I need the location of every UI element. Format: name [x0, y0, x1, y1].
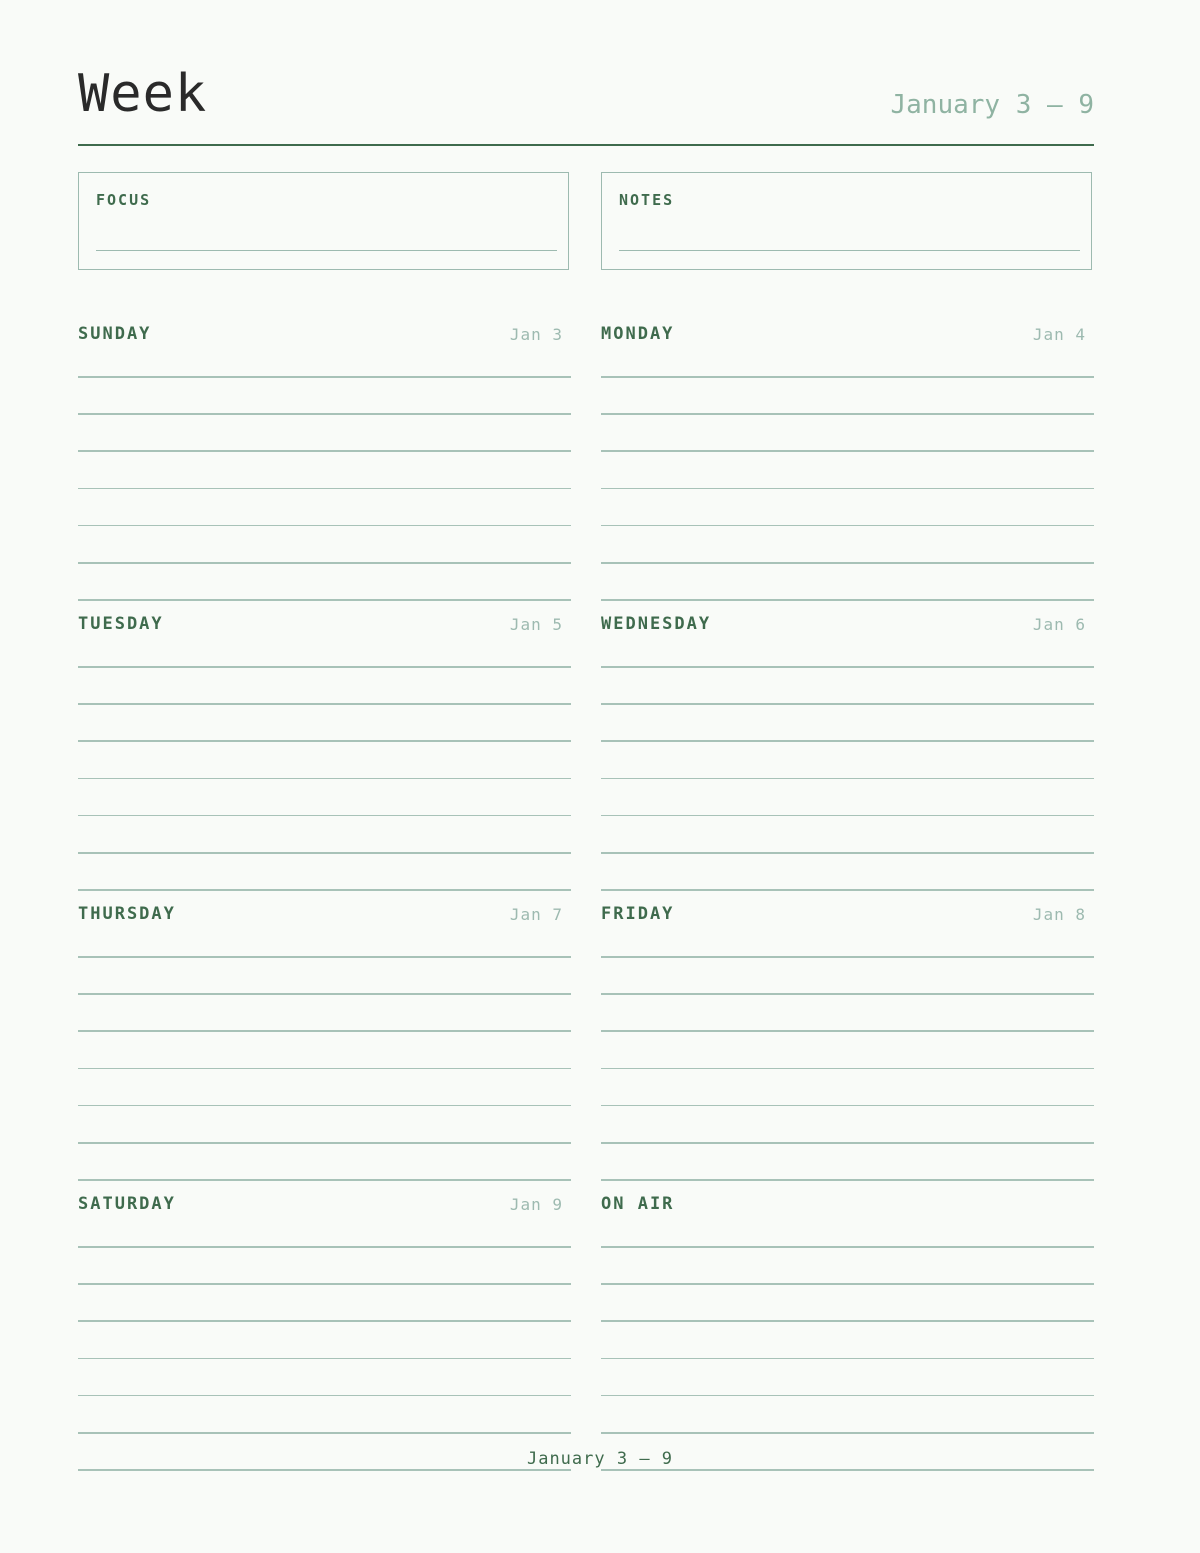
- writing-line[interactable]: [78, 1469, 571, 1471]
- writing-line[interactable]: [601, 525, 1094, 527]
- day-name: WEDNESDAY: [601, 614, 712, 634]
- writing-line[interactable]: [78, 778, 571, 780]
- notes-writing-line: [619, 250, 1080, 251]
- notes-label: NOTES: [619, 191, 675, 209]
- writing-line[interactable]: [78, 1105, 571, 1107]
- writing-line[interactable]: [78, 488, 571, 490]
- day-section-friday: [601, 888, 1094, 1178]
- day-date: Jan 8: [1032, 905, 1086, 924]
- writing-line[interactable]: [601, 740, 1094, 742]
- writing-line[interactable]: [78, 1030, 571, 1032]
- writing-line[interactable]: [601, 450, 1094, 452]
- writing-line[interactable]: [78, 1142, 571, 1144]
- writing-line[interactable]: [601, 1358, 1094, 1360]
- day-name: SATURDAY: [78, 1194, 176, 1214]
- writing-line[interactable]: [601, 778, 1094, 780]
- day-section-sunday: [78, 308, 571, 598]
- writing-line[interactable]: [601, 1469, 1094, 1471]
- writing-line[interactable]: [601, 376, 1094, 378]
- writing-line[interactable]: [601, 1246, 1094, 1248]
- writing-line[interactable]: [78, 703, 571, 705]
- writing-line[interactable]: [601, 1432, 1094, 1434]
- writing-line[interactable]: [601, 1283, 1094, 1285]
- header-divider: [78, 144, 1094, 146]
- date-range: January 3 – 9: [890, 90, 1094, 120]
- day-date: Jan 5: [509, 615, 563, 634]
- writing-line[interactable]: [601, 666, 1094, 668]
- writing-line[interactable]: [601, 1030, 1094, 1032]
- day-date: Jan 3: [509, 325, 563, 344]
- focus-label: FOCUS: [96, 191, 152, 209]
- day-name: TUESDAY: [78, 614, 164, 634]
- day-date: Jan 7: [509, 905, 563, 924]
- writing-line[interactable]: [78, 666, 571, 668]
- notes-box[interactable]: [601, 172, 1092, 270]
- page-title: Week: [78, 64, 208, 124]
- writing-line[interactable]: [78, 562, 571, 564]
- writing-line[interactable]: [78, 815, 571, 817]
- writing-line[interactable]: [601, 1320, 1094, 1322]
- writing-line[interactable]: [601, 703, 1094, 705]
- writing-line[interactable]: [601, 1068, 1094, 1070]
- day-section-thursday: [78, 888, 571, 1178]
- day-name: ON AIR: [601, 1194, 675, 1214]
- writing-line[interactable]: [78, 525, 571, 527]
- writing-line[interactable]: [601, 413, 1094, 415]
- day-name: SUNDAY: [78, 324, 152, 344]
- writing-line[interactable]: [78, 1246, 571, 1248]
- writing-line[interactable]: [601, 488, 1094, 490]
- writing-line[interactable]: [601, 815, 1094, 817]
- day-name: FRIDAY: [601, 904, 675, 924]
- day-section-on-air: [601, 1178, 1094, 1468]
- writing-line[interactable]: [601, 1142, 1094, 1144]
- writing-line[interactable]: [601, 852, 1094, 854]
- day-date: Jan 9: [509, 1195, 563, 1214]
- writing-line[interactable]: [78, 956, 571, 958]
- writing-line[interactable]: [78, 1358, 571, 1360]
- day-date: Jan 4: [1032, 325, 1086, 344]
- focus-writing-line: [96, 250, 557, 251]
- day-section-saturday: [78, 1178, 571, 1468]
- day-name: THURSDAY: [78, 904, 176, 924]
- writing-line[interactable]: [601, 956, 1094, 958]
- day-section-tuesday: [78, 598, 571, 888]
- writing-line[interactable]: [78, 413, 571, 415]
- writing-line[interactable]: [78, 450, 571, 452]
- day-name: MONDAY: [601, 324, 675, 344]
- writing-line[interactable]: [601, 1105, 1094, 1107]
- writing-line[interactable]: [78, 1395, 571, 1397]
- writing-line[interactable]: [78, 1432, 571, 1434]
- writing-line[interactable]: [78, 852, 571, 854]
- footer-date-range: January 3 – 9: [526, 1449, 674, 1469]
- focus-box[interactable]: [78, 172, 569, 270]
- writing-line[interactable]: [78, 740, 571, 742]
- writing-line[interactable]: [601, 1395, 1094, 1397]
- writing-line[interactable]: [78, 376, 571, 378]
- writing-line[interactable]: [78, 1320, 571, 1322]
- writing-line[interactable]: [78, 1283, 571, 1285]
- writing-line[interactable]: [601, 562, 1094, 564]
- day-date: Jan 6: [1032, 615, 1086, 634]
- day-section-monday: [601, 308, 1094, 598]
- day-section-wednesday: [601, 598, 1094, 888]
- writing-line[interactable]: [78, 1068, 571, 1070]
- writing-line[interactable]: [78, 993, 571, 995]
- writing-line[interactable]: [601, 993, 1094, 995]
